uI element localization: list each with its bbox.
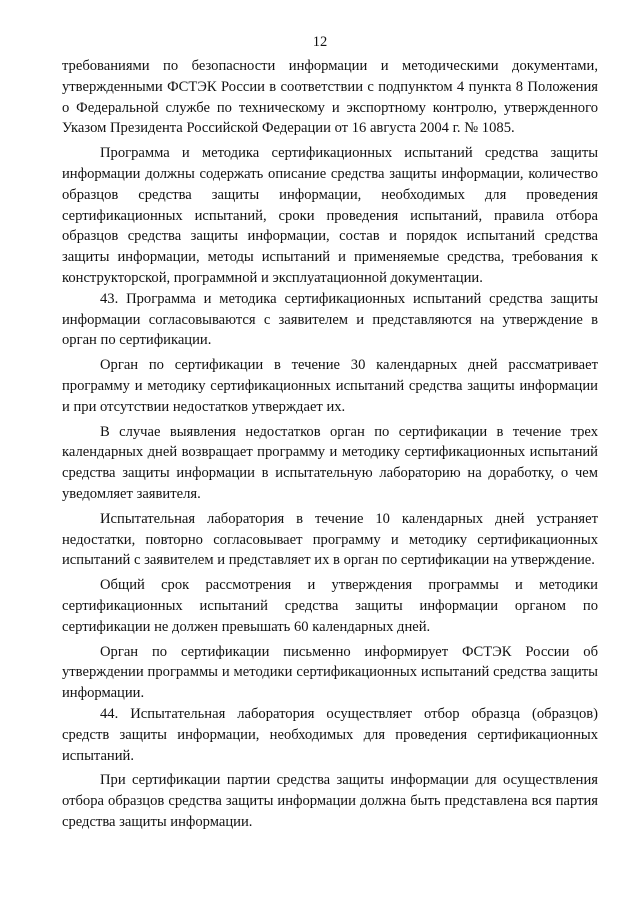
paragraph-clause-44: 44. Испытательная лаборатория осуществляет отбор образца (образцов) средств защиты информации, необходимых для проведения сертификационных испытаний.: [62, 705, 598, 764]
paragraph-batch-sampling: При сертификации партии средства защиты информации для осуществления отбора образцов средства защиты информации должна быть представлена вся партия средства защиты информации.: [62, 772, 598, 830]
paragraph-fstek-notify: Орган по сертификации письменно информирует ФСТЭК России об утверждении программы и методики сертификационных испытаний средства защиты информации.: [62, 643, 598, 702]
body-text: [62, 56, 598, 833]
paragraph-lab-fix-10-days: Испытательная лаборатория в течение 10 календарных дней устраняет недостатки, повторно согласовывает программу и методику сертификационных испытаний с заявителем и представляет их в орган по сертификации на утверждение.: [62, 510, 598, 569]
paragraph-clause-43: 43. Программа и методика сертификационных испытаний средства защиты информации согласовываются с заявителем и представляются на утверждение в орган по сертификации.: [62, 290, 598, 349]
page-number: 12: [312, 34, 328, 50]
paragraph-program-contents: Программа и методика сертификационных испытаний средства защиты информации должны содержать описание средства защиты информации, количество образцов средства защиты информации, необходимых для проведения сертификационных испытаний, сроки проведения испытаний, правила отбора образцов средства защиты информации, состав и порядок испытаний средства защиты информации, методы испытаний и применяемые средства, требования к конструкторской, программной и эксплуатационной документации.: [62, 145, 598, 286]
paragraph-continuation: требованиями по безопасности информации и методическими документами, утвержденными ФСТЭК России в соответствии с подпунктом 4 пункта 8 Положения о Федеральной службе по техническому и экспортному контролю, утвержденного Указом Президента Российской Федерации от 16 августа 2004 г. № 1085.: [62, 58, 598, 137]
paragraph-review-30-days: Орган по сертификации в течение 30 календарных дней рассматривает программу и методику сертификационных испытаний средства защиты информации и при отсутствии недостатков утверждает их.: [62, 357, 598, 415]
paragraph-deficiencies: В случае выявления недостатков орган по сертификации в течение трех календарных дней возвращает программу и методику сертификационных испытаний средства защиты информации в испытательную лабораторию на доработку, о чем уведомляет заявителя.: [62, 423, 598, 502]
paragraph-total-term: Общий срок рассмотрения и утверждения программы и методики сертификационных испытаний средства защиты информации органом по сертификации не должен превышать 60 календарных дней.: [62, 577, 598, 635]
